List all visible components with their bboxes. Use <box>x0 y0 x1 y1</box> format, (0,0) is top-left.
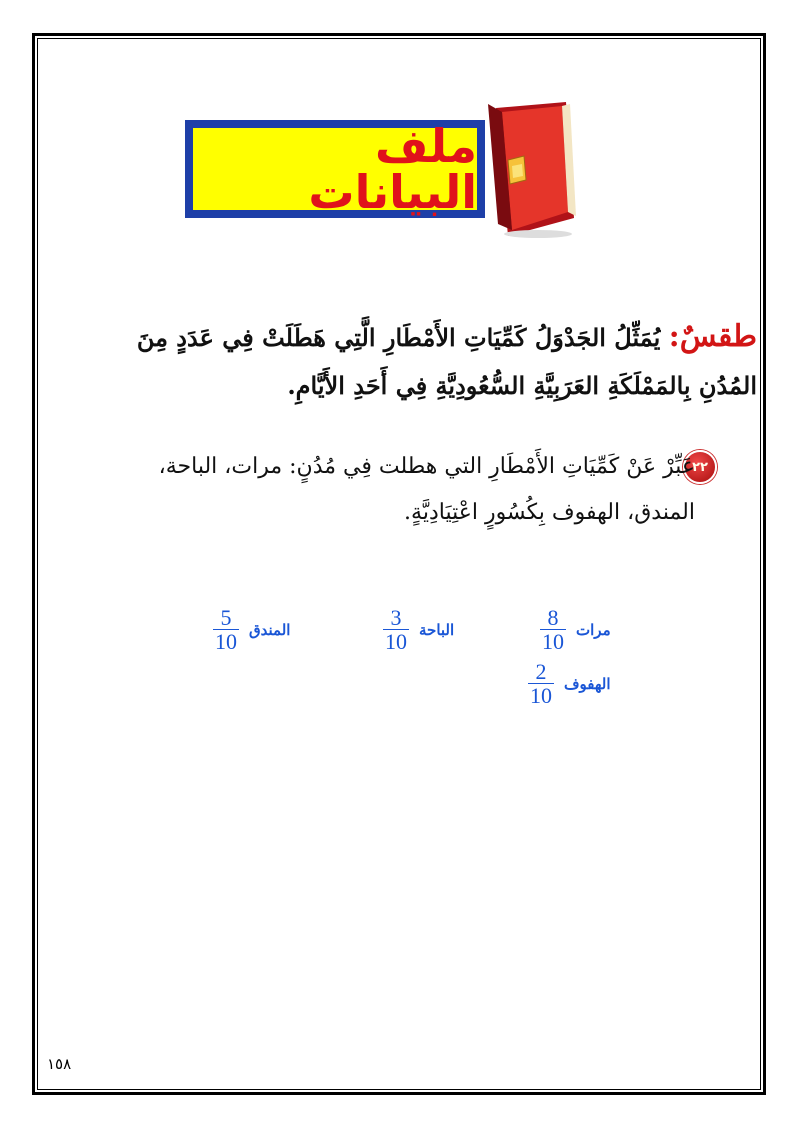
banner-title: ملف البيانات <box>308 119 477 219</box>
intro-paragraph <box>120 313 757 410</box>
fraction-numerator: 8 <box>547 605 559 630</box>
exercise-number-badge: ٢٢ <box>683 450 717 484</box>
fraction-numerator: 5 <box>220 605 232 630</box>
answer-fraction <box>213 606 239 653</box>
answer-city: الباحة <box>419 621 455 639</box>
answer-fraction <box>540 606 566 653</box>
fraction-denominator: 10 <box>542 629 564 654</box>
exercise-text: عَبِّرْ عَنْ كَمِّيَاتِ الأَمْطَارِ التي هطلت فِي مُدُنٍ: مرات، الباحة، المندق، الهفوف بِكُسُورٍ اعْتِيَادِيَّةٍ. <box>158 454 695 525</box>
answer-item <box>528 660 611 707</box>
answer-item <box>213 606 290 653</box>
answer-city: المندق <box>249 621 291 639</box>
fraction-denominator: 10 <box>530 683 552 708</box>
data-file-banner <box>185 120 485 218</box>
answer-fraction <box>528 660 554 707</box>
answer-city: الهفوف <box>564 675 611 693</box>
intro-keyword: طقسٌ: <box>668 319 757 354</box>
fraction-denominator: 10 <box>215 629 237 654</box>
answer-item <box>540 606 611 653</box>
answer-item <box>383 606 454 653</box>
fraction-numerator: 2 <box>535 659 547 684</box>
book-icon <box>478 100 578 240</box>
banner-panel <box>193 119 477 219</box>
fraction-denominator: 10 <box>385 629 407 654</box>
answer-city: مرات <box>576 621 611 639</box>
fraction-numerator: 3 <box>390 605 402 630</box>
answer-fraction <box>383 606 409 653</box>
intro-text: يُمَثِّلُ الجَدْوَلُ كَمِّيَاتِ الأَمْطَارِ الَّتِي هَطَلَتْ فِي عَدَدٍ مِنَ المُدُنِ بِالمَمْلَكَةِ العَرَبِيَّةِ السُّعُودِيَّةِ فِي أَحَدِ الأَيَّامِ. <box>136 323 757 400</box>
page-number: ١٥٨ <box>47 1055 72 1073</box>
